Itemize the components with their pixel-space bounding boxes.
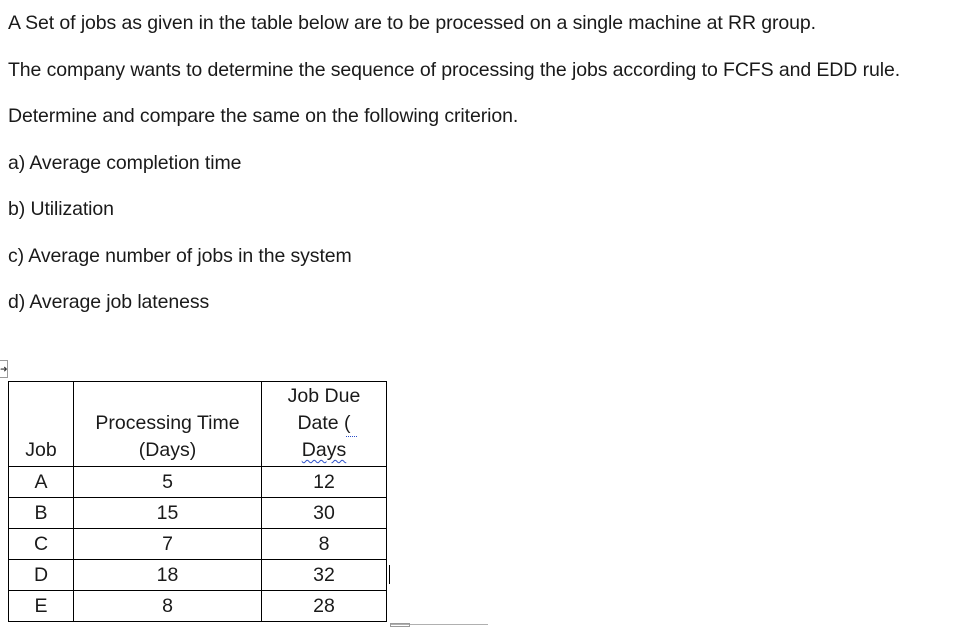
cell-job: E [9,591,74,622]
table-move-handle-icon[interactable]: ➜ [0,360,8,378]
cell-due: 32 [262,560,387,591]
table-row [9,591,387,622]
jobs-table [8,381,387,622]
criterion-c: c) Average number of jobs in the system [8,245,352,267]
cell-processing: 18 [74,560,262,591]
table-row [9,467,387,498]
header-due-line3 [262,437,386,464]
cell-job: B [9,498,74,529]
header-due-line3-text: Days [301,439,347,461]
criterion-d: d) Average job lateness [8,291,210,313]
table-header-row [9,382,387,467]
criterion-a: a) Average completion time [8,152,242,174]
cell-due: 12 [262,467,387,498]
table-resize-handle-icon[interactable] [390,623,410,627]
header-processing-line1: Processing Time [95,412,240,434]
cell-processing: 5 [74,467,262,498]
cell-due: 30 [262,498,387,529]
header-due-line2-text: Date [297,412,345,434]
header-due-line1: Job Due [287,385,361,407]
header-processing-line2: (Days) [138,439,197,461]
paragraph-objective: The company wants to determine the sequence of processing the jobs according to FCFS and EDD rule. [8,59,901,81]
cell-job: A [9,467,74,498]
header-due-date [262,382,387,467]
text-cursor [389,565,390,584]
table-row [9,560,387,591]
table-row [9,529,387,560]
paragraph-instruction: Determine and compare the same on the following criterion. [8,105,519,127]
cell-processing: 15 [74,498,262,529]
header-processing-time [74,382,262,467]
cell-job: D [9,560,74,591]
cell-job: C [9,529,74,560]
cell-processing: 7 [74,529,262,560]
table-row [9,498,387,529]
criterion-b: b) Utilization [8,198,114,220]
header-due-line2 [262,410,386,437]
paragraph-intro: A Set of jobs as given in the table below are to be processed on a single machine at RR group. [8,12,816,34]
cell-due: 8 [262,529,387,560]
header-job [9,382,74,467]
cell-processing: 8 [74,591,262,622]
cell-due: 28 [262,591,387,622]
header-due-line2-paren: ( [344,412,351,434]
header-job-label: Job [25,439,57,461]
